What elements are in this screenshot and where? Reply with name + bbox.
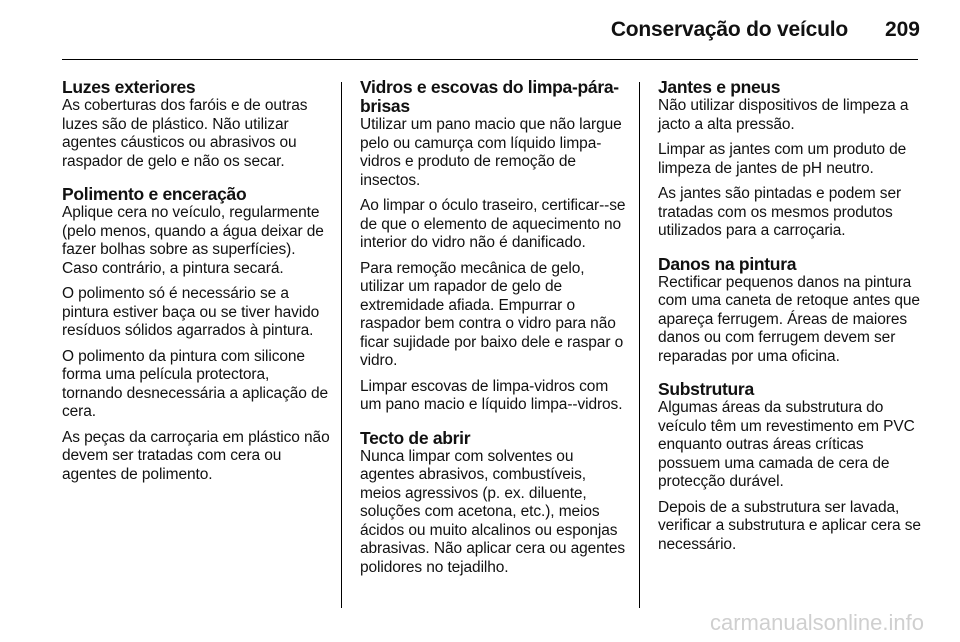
paragraph: Algumas áreas da substrutura do veículo têm um revestimento em PVC enquanto outras áreas críticas possuem uma camada de cera de protecção durável. [658,399,915,490]
column-divider [341,82,342,608]
paragraph: Utilizar um pano macio que não largue pelo ou camurça com líquido limpa-vidros e produto de remoção de insectos. [360,116,622,189]
section-jantes [658,78,922,241]
column-1 [62,78,330,498]
paragraph: As peças da carroçaria em plástico não devem ser tratadas com cera ou agentes de polimento. [62,428,330,483]
section-heading: Polimento e enceração [62,184,247,204]
paragraph: Limpar escovas de limpa-vidros com um pano macio e líquido limpa--vidros. [360,377,623,413]
section-heading: Luzes exteriores [62,77,196,97]
paragraph: Ao limpar o óculo traseiro, certificar--se de que o elemento de aquecimento no interior do vidro não é danificado. [360,197,626,251]
paragraph: Limpar as jantes com um produto de limpeza de jantes de pH neutro. [658,141,907,177]
paragraph: Rectificar pequenos danos na pintura com uma caneta de retoque antes que apareça ferrugem. Áreas de maiores danos ou com ferrugem devem ser reparadas por uma oficina. [658,273,920,365]
column-2 [360,78,626,591]
paragraph: Nunca limpar com solventes ou agentes abrasivos, combustíveis, meios agressivos (p. ex. diluente, soluções com acetona, etc.), meios ácidos ou muito alcalinos ou esponjas abrasivas. Não aplicar cera ou agentes polidores no tejadilho. [360,447,626,576]
header-rule [62,59,918,60]
column-divider [639,82,640,608]
paragraph: Não utilizar dispositivos de limpeza a jacto a alta pressão. [658,97,909,133]
watermark: carmanualsonline.info [709,610,924,635]
paragraph: As jantes são pintadas e podem ser tratadas com os mesmos produtos utilizados para a carroçaria. [658,185,902,239]
paragraph: Depois de a substrutura ser lavada, verificar a substrutura e aplicar cera se necessário. [658,498,921,553]
paragraph: O polimento da pintura com silicone forma uma película protectora, tornando desnecessária a aplicação de cera. [62,347,329,420]
section-danos [658,255,922,367]
section-tecto [360,429,626,578]
page-number: 209 [884,18,920,41]
section-heading: Vidros e escovas do limpa-pára-brisas [360,77,619,116]
section-luzes-exteriores [62,78,330,171]
section-heading: Danos na pintura [658,253,797,274]
section-polimento [62,185,330,484]
paragraph: As coberturas dos faróis e de outras luzes são de plástico. Não utilizar agentes cáusticos ou abrasivos ou raspador de gelo e não os secar. [62,97,308,170]
paragraph: Para remoção mecânica de gelo, utilizar um rapador de gelo de extremidade afiada. Empurrar o raspador bem contra o vidro para não ficar sujidade por baixo dele e raspar o vidro. [360,259,624,369]
section-heading: Tecto de abrir [360,427,471,448]
section-substrutura [658,380,922,554]
page-title: Conservação do veículo [610,18,848,41]
column-3 [658,78,922,568]
section-heading: Substrutura [658,379,754,399]
section-vidros [360,78,626,415]
section-heading: Jantes e pneus [658,77,781,97]
paragraph: Aplique cera no veículo, regularmente (pelo menos, quando a água deixar de fazer bolhas sobre as superfícies). Caso contrário, a pintura secará. [62,204,324,277]
paragraph: O polimento só é necessário se a pintura estiver baça ou se tiver havido resíduos sólidos agarrados à pintura. [62,285,320,339]
